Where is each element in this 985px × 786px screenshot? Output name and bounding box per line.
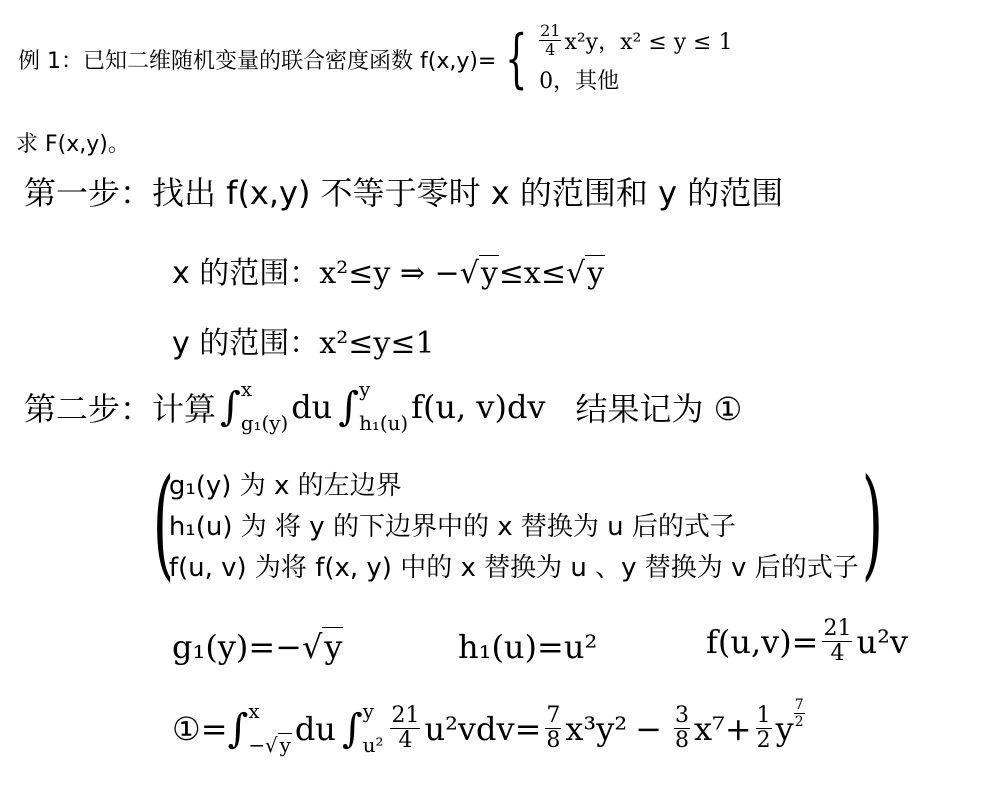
x-range-part-a: x²≤y ⇒ −	[319, 256, 460, 291]
sqrt-y-2: √y	[565, 256, 605, 291]
h1-def: h₁(u)=u²	[458, 628, 598, 666]
piecewise-case-1	[539, 23, 733, 58]
example-line	[18, 14, 733, 104]
piecewise-brace: {	[505, 22, 528, 96]
x-range-label: x 的范围：	[172, 256, 320, 291]
g1-def: g₁(y)=−√y	[172, 628, 343, 666]
y-range-label: y 的范围：	[172, 326, 320, 361]
case1-numerator: 21	[540, 21, 561, 40]
piecewise-cases	[539, 23, 733, 95]
result-integral-1-upper: x	[248, 700, 260, 723]
result-integral-sign-1: ∫	[227, 705, 249, 752]
term2-numerator: 3	[674, 703, 689, 729]
result-integral-2-limits	[363, 702, 384, 756]
sqrt-y-g1: √y	[301, 628, 343, 666]
y-range-expr: x²≤y≤1	[319, 326, 435, 361]
notes-block	[140, 454, 896, 593]
term3-exp-denominator: 2	[794, 714, 804, 730]
result-lhs: ①=	[172, 709, 228, 748]
integral-1-limits	[241, 380, 288, 434]
sqrt-y-1: √y	[459, 256, 498, 291]
case1-denominator: 4	[545, 40, 556, 59]
result-integral-1-lower: −√ y	[248, 733, 291, 757]
result-integrand: u²vdv=	[424, 709, 542, 748]
result-integral-1-limits	[248, 702, 291, 756]
integral-2-upper: y	[359, 378, 371, 401]
term2-denominator: 8	[674, 728, 689, 754]
term1-var: x³y²	[565, 709, 628, 748]
minus-sign: −	[635, 709, 662, 748]
step2-line	[24, 380, 742, 434]
result-integral-sign-2: ∫	[341, 705, 363, 752]
term3-denominator: 2	[756, 728, 771, 754]
term1-numerator: 7	[546, 703, 561, 729]
result-du: du	[294, 709, 336, 748]
integral-2-lower: h₁(u)	[359, 411, 409, 435]
case1-expression: x²y，x² ≤ y ≤ 1	[564, 30, 733, 55]
result-coef-numerator: 21	[391, 703, 420, 729]
note-item-h1: h₁(u) 为 将 y 的下边界中的 x 替换为 u 后的式子	[168, 511, 736, 542]
note-item-g1: g₁(y) 为 x 的左边界	[168, 470, 402, 501]
term3-var: y	[775, 709, 794, 748]
integral-sign-2: ∫	[338, 383, 360, 430]
term3-exp-numerator: 7	[794, 697, 804, 713]
result-integral-2-lower: u²	[362, 733, 384, 757]
integral-1-lower: g₁(y)	[240, 411, 289, 435]
example-prefix: 例 1：已知二维随机变量的联合密度函数 f(x,y)=	[18, 48, 497, 74]
term3-exponent	[794, 698, 805, 729]
x-range-line	[172, 248, 605, 292]
result-integral-2-upper: y	[362, 700, 374, 723]
x-range-mid: ≤x≤	[498, 256, 566, 291]
result-coef-denominator: 4	[398, 728, 413, 754]
step2-title: 第二步：计算	[24, 389, 217, 428]
integral-2-limits	[359, 380, 408, 434]
piecewise-case-2: 0，其他	[539, 69, 620, 94]
y-range-line	[172, 318, 435, 362]
question: 求 F(x,y)。	[16, 132, 130, 157]
term3-numerator: 1	[756, 703, 771, 729]
result-line	[172, 697, 805, 757]
f-def-numerator: 21	[823, 616, 852, 641]
note-item-f: f(u, v) 为将 f(x, y) 中的 x 替换为 u 、y 替换为 v 后的式子	[168, 552, 859, 583]
notes-left-paren: (	[152, 454, 174, 593]
term2-var: x⁷+	[693, 709, 752, 748]
notes-right-paren: )	[861, 454, 883, 593]
f-def-denominator: 4	[830, 641, 845, 666]
notes-list	[169, 465, 859, 584]
integrand: f(u, v)dv	[411, 387, 546, 426]
result-note: 结果记为 ①	[575, 389, 743, 428]
f-def: f(u,v)= $\frac{21}{4}$ u²v	[706, 616, 908, 666]
integral-1-upper: x	[240, 378, 253, 401]
step1-title: 第一步：找出 f(x,y) 不等于零时 x 的范围和 y 的范围	[24, 174, 784, 212]
integral-sign-1: ∫	[220, 383, 241, 430]
du: du	[291, 387, 333, 426]
term1-denominator: 8	[546, 728, 561, 754]
